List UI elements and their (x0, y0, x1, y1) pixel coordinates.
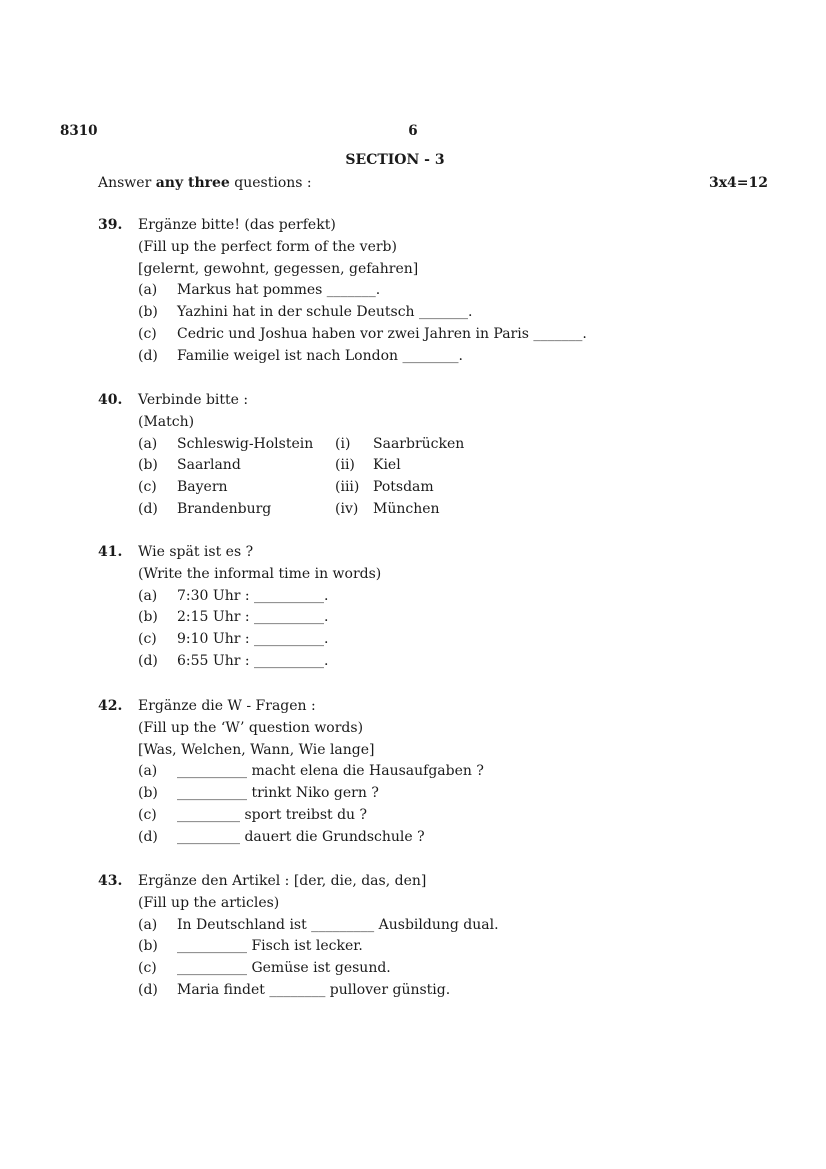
item-text: In Deutschland ist _________ Ausbildung dual. (177, 916, 499, 933)
question-item (98, 324, 768, 346)
instruction-suffix: questions : (234, 175, 312, 191)
item-label: (a) (138, 587, 158, 604)
question-39 (98, 215, 768, 368)
question-title: Ergänze die W - Fragen : (138, 698, 316, 714)
match-row (98, 434, 768, 456)
question-item (98, 651, 768, 673)
item-label: (d) (138, 347, 158, 364)
match-row (98, 499, 768, 521)
section-title: SECTION - 3 (345, 152, 445, 168)
match-right: Kiel (373, 457, 401, 474)
instruction-prefix: Answer (98, 175, 152, 191)
match-roman: (ii) (335, 457, 355, 474)
question-number: 43. (98, 873, 123, 889)
item-label: (b) (138, 304, 158, 321)
item-text: _________ sport treibst du ? (177, 806, 368, 823)
word-bank: [gelernt, gewohnt, gegessen, gefahren] (138, 260, 419, 277)
item-text: Cedric und Joshua haben vor zwei Jahren in Paris _______. (177, 325, 587, 342)
item-label: (d) (138, 652, 158, 669)
page-code: 8310 (60, 123, 98, 139)
item-label: (b) (138, 785, 158, 802)
instruction-emphasis: any three (155, 175, 230, 191)
question-title: Ergänze bitte! (das perfekt) (138, 217, 336, 233)
question-item (98, 783, 768, 805)
section-marks: 3x4=12 (708, 175, 768, 191)
item-text: __________ trinkt Niko gern ? (177, 785, 379, 802)
match-right: München (373, 500, 440, 517)
match-row (98, 455, 768, 477)
match-roman: (i) (335, 435, 351, 452)
question-item (98, 980, 768, 1002)
item-text: 2:15 Uhr : __________. (177, 609, 329, 626)
item-label: (a) (138, 916, 158, 933)
question-subtitle: (Fill up the perfect form of the verb) (138, 238, 397, 255)
item-text: __________ macht elena die Hausaufgaben ? (177, 763, 484, 780)
match-right: Saarbrücken (373, 435, 465, 452)
question-item (98, 915, 768, 937)
question-subtitle: (Match) (138, 413, 195, 430)
match-roman: (iv) (335, 500, 359, 517)
item-text: 7:30 Uhr : __________. (177, 587, 329, 604)
item-label: (d) (138, 500, 158, 517)
question-41 (98, 542, 768, 673)
question-43 (98, 871, 768, 1002)
item-label: (a) (138, 763, 158, 780)
item-label: (a) (138, 282, 158, 299)
question-number: 41. (98, 544, 123, 560)
question-item (98, 586, 768, 608)
question-subtitle: (Write the informal time in words) (138, 565, 382, 582)
question-item (98, 302, 768, 324)
question-item (98, 805, 768, 827)
item-label: (c) (138, 325, 157, 342)
question-title: Ergänze den Artikel : [der, die, das, den] (138, 873, 427, 889)
question-number: 40. (98, 392, 123, 408)
question-item (98, 936, 768, 958)
item-label: (b) (138, 457, 158, 474)
match-row (98, 477, 768, 499)
question-subtitle: (Fill up the ‘W’ question words) (138, 719, 364, 736)
item-label: (c) (138, 806, 157, 823)
item-label: (d) (138, 828, 158, 845)
item-text: __________ Gemüse ist gesund. (177, 960, 391, 977)
item-label: (a) (138, 435, 158, 452)
item-label: (c) (138, 479, 157, 496)
question-item (98, 958, 768, 980)
question-item (98, 827, 768, 849)
match-roman: (iii) (335, 479, 360, 496)
page-number: 6 (408, 123, 418, 139)
item-label: (c) (138, 960, 157, 977)
question-subtitle: (Fill up the articles) (138, 894, 280, 911)
item-label: (b) (138, 609, 158, 626)
item-text: _________ dauert die Grundschule ? (177, 828, 425, 845)
question-number: 42. (98, 698, 123, 714)
question-title: Verbinde bitte : (138, 392, 249, 408)
item-label: (c) (138, 631, 157, 648)
item-label: (d) (138, 981, 158, 998)
match-left: Saarland (177, 457, 241, 474)
item-label: (b) (138, 938, 158, 955)
question-item (98, 346, 768, 368)
match-left: Brandenburg (177, 500, 272, 517)
item-text: __________ Fisch ist lecker. (177, 938, 363, 955)
item-text: Markus hat pommes _______. (177, 282, 381, 299)
item-text: Maria findet ________ pullover günstig. (177, 981, 451, 998)
item-text: 6:55 Uhr : __________. (177, 652, 329, 669)
item-text: Yazhini hat in der schule Deutsch _______. (177, 304, 473, 321)
match-left: Bayern (177, 479, 228, 496)
question-item (98, 629, 768, 651)
question-item (98, 607, 768, 629)
question-item (98, 280, 768, 302)
question-title: Wie spät ist es ? (138, 544, 254, 560)
word-bank: [Was, Welchen, Wann, Wie lange] (138, 741, 375, 758)
question-42 (98, 696, 768, 849)
item-text: 9:10 Uhr : __________. (177, 631, 329, 648)
item-text: Familie weigel ist nach London ________. (177, 347, 463, 364)
section-instruction (98, 175, 312, 191)
match-left: Schleswig-Holstein (177, 435, 314, 452)
match-right: Potsdam (373, 479, 434, 496)
question-number: 39. (98, 217, 123, 233)
question-40 (98, 390, 768, 521)
question-item (98, 761, 768, 783)
